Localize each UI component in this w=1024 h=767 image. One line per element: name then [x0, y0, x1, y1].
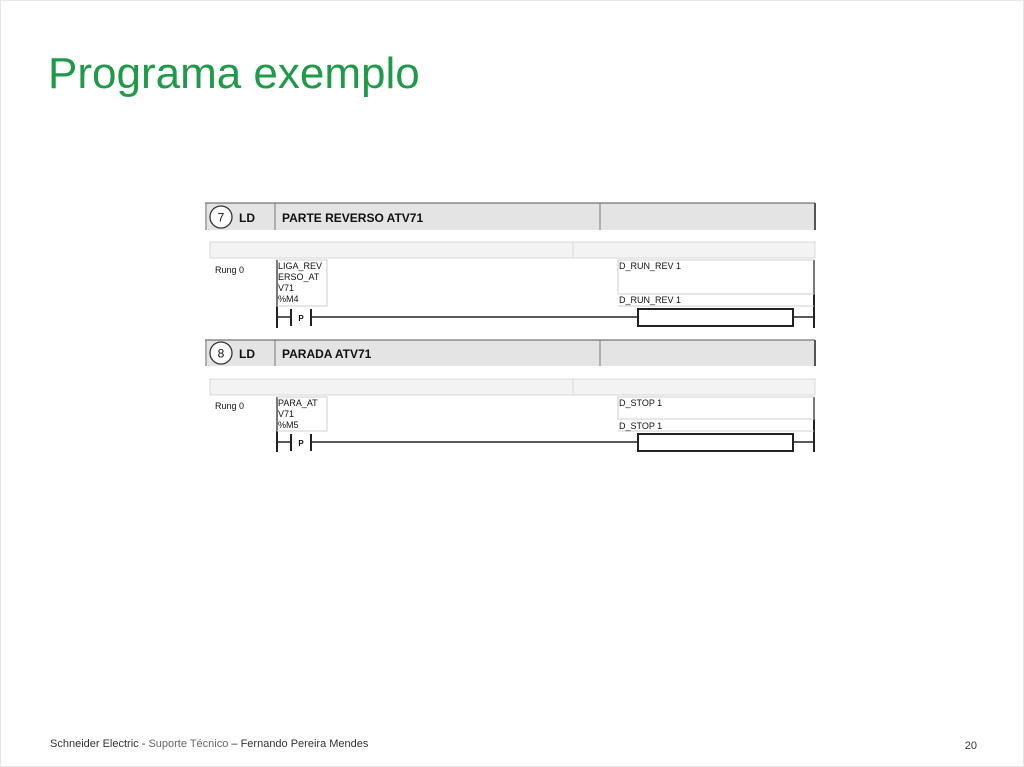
rung-label: Rung 0 — [215, 265, 245, 275]
contact-comment-line: PARA_AT — [278, 398, 318, 408]
rising-edge-contact[interactable] — [277, 309, 311, 326]
section-type: LD — [239, 211, 255, 225]
coil-block[interactable] — [638, 434, 793, 451]
rung-label: Rung 0 — [215, 401, 245, 411]
page-number: 20 — [964, 740, 977, 752]
contact-comment-line: LIGA_REV — [278, 261, 323, 271]
footer-department: Suporte Técnico — [148, 738, 229, 750]
footer-separator: - — [138, 738, 149, 750]
coil-block[interactable] — [638, 309, 793, 326]
contact-comment-line: V71 — [278, 283, 295, 293]
section-title: PARTE REVERSO ATV71 — [282, 211, 424, 225]
coil-address: D_RUN_REV 1 — [619, 295, 682, 305]
section-number: 8 — [217, 346, 225, 361]
footer — [50, 738, 368, 750]
rung-comment-bar — [210, 242, 815, 258]
contact-type: P — [298, 314, 304, 323]
section-number: 7 — [217, 210, 225, 225]
footer-company: Schneider Electric — [50, 738, 139, 750]
rung-comment-bar — [210, 379, 815, 395]
section-title: PARADA ATV71 — [282, 347, 372, 361]
contact-type: P — [298, 439, 304, 448]
rising-edge-contact[interactable] — [277, 434, 311, 451]
slide-title: Programa exemplo — [48, 49, 420, 98]
contact-comment-line: ERSO_AT — [278, 272, 320, 282]
ladder-svg — [205, 200, 820, 458]
coil-comment: D_RUN_REV 1 — [619, 261, 682, 271]
coil-comment: D_STOP 1 — [619, 398, 663, 408]
coil-address: D_STOP 1 — [619, 421, 663, 431]
contact-comment-line: V71 — [278, 409, 295, 419]
ladder-diagram — [205, 200, 820, 458]
footer-author: Fernando Pereira Mendes — [240, 738, 369, 750]
footer-separator: – — [228, 738, 241, 750]
contact-address: %M5 — [278, 420, 299, 430]
section-type: LD — [239, 347, 255, 361]
section-7 — [205, 203, 815, 328]
contact-address: %M4 — [278, 294, 299, 304]
section-8 — [205, 340, 815, 452]
